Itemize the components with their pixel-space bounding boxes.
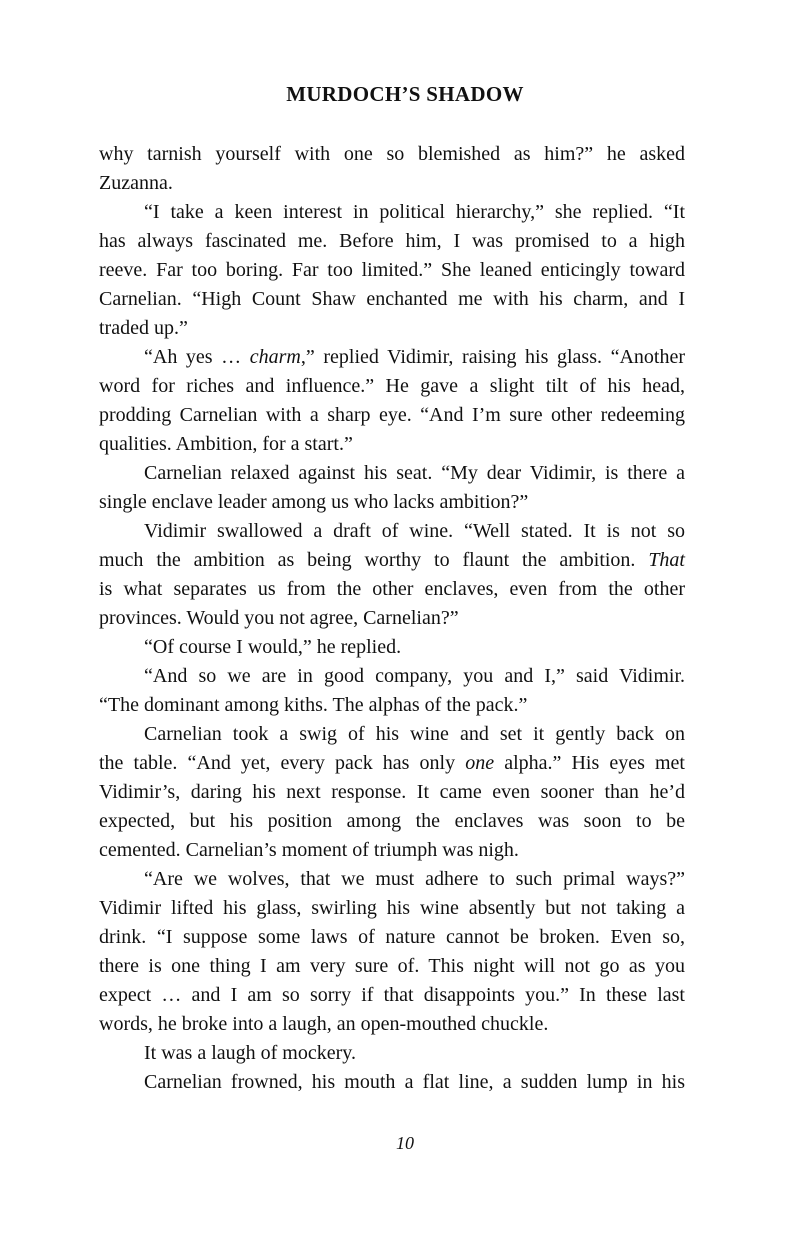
running-header: MURDOCH’S SHADOW	[286, 82, 524, 106]
text-line: prodding Carnelian with a sharp eye. “And I’m sure other redeeming	[99, 404, 685, 426]
text-line: “I take a keen interest in political hierarchy,” she replied. “It	[144, 201, 685, 223]
text-line	[99, 749, 685, 778]
italic-word: charm	[249, 346, 301, 368]
text-line: “And so we are in good company, you and I,” said Vidimir.	[144, 665, 685, 687]
text-line: reeve. Far too boring. Far too limited.” She leaned enticingly toward	[99, 259, 685, 281]
text-line: word for riches and influence.” He gave a slight tilt of his head,	[99, 375, 685, 397]
text-line: Zuzanna.	[99, 172, 173, 194]
text-line: provinces. Would you not agree, Carnelian?”	[99, 607, 459, 629]
text-line: has always fascinated me. Before him, I was promised to a high	[99, 230, 685, 252]
text-line: expect … and I am so sorry if that disappoints you.” In these last	[99, 984, 685, 1006]
text-line: words, he broke into a laugh, an open-mouthed chuckle.	[99, 1013, 549, 1035]
body-text	[99, 140, 685, 1097]
italic-word: That	[648, 549, 685, 571]
text-line: there is one thing I am very sure of. This night will not go as you	[99, 955, 685, 977]
text-line: Vidimir’s, daring his next response. It came even sooner than he’d	[99, 781, 685, 803]
text-line: Carnelian frowned, his mouth a flat line, a sudden lump in his	[144, 1071, 685, 1093]
text-line: “The dominant among kiths. The alphas of the pack.”	[99, 694, 528, 716]
text-line: traded up.”	[99, 317, 188, 339]
text-segment: ,” replied Vidimir, raising his glass. “Another	[300, 346, 685, 368]
text-line: Vidimir lifted his glass, swirling his wine absently but not taking a	[99, 897, 685, 919]
text-line	[99, 343, 685, 372]
italic-word: one	[465, 752, 495, 774]
text-segment: alpha.” His eyes met	[494, 752, 685, 774]
text-line	[99, 546, 685, 575]
text-line: why tarnish yourself with one so blemished as him?” he asked	[99, 143, 685, 165]
text-line: expected, but his position among the enclaves was soon to be	[99, 810, 685, 832]
text-segment: much the ambition as being worthy to flaunt the ambition.	[99, 549, 649, 571]
text-line: Carnelian took a swig of his wine and set it gently back on	[144, 723, 685, 745]
text-line: is what separates us from the other enclaves, even from the other	[99, 578, 685, 600]
text-segment: the table. “And yet, every pack has only	[99, 752, 466, 774]
page-number: 10	[396, 1133, 414, 1153]
text-line: It was a laugh of mockery.	[144, 1042, 356, 1064]
text-line: Carnelian relaxed against his seat. “My dear Vidimir, is there a	[144, 462, 685, 484]
text-line: qualities. Ambition, for a start.”	[99, 433, 353, 455]
text-line: “Of course I would,” he replied.	[144, 636, 402, 658]
text-line: cemented. Carnelian’s moment of triumph was nigh.	[99, 839, 519, 861]
text-line: Carnelian. “High Count Shaw enchanted me with his charm, and I	[99, 288, 685, 310]
text-line: drink. “I suppose some laws of nature cannot be broken. Even so,	[99, 926, 685, 948]
text-line: Vidimir swallowed a draft of wine. “Well stated. It is not so	[144, 520, 685, 542]
text-line: “Are we wolves, that we must adhere to such primal ways?”	[144, 868, 685, 890]
text-line: single enclave leader among us who lacks ambition?”	[99, 491, 529, 513]
text-segment: “Ah yes …	[144, 346, 250, 368]
